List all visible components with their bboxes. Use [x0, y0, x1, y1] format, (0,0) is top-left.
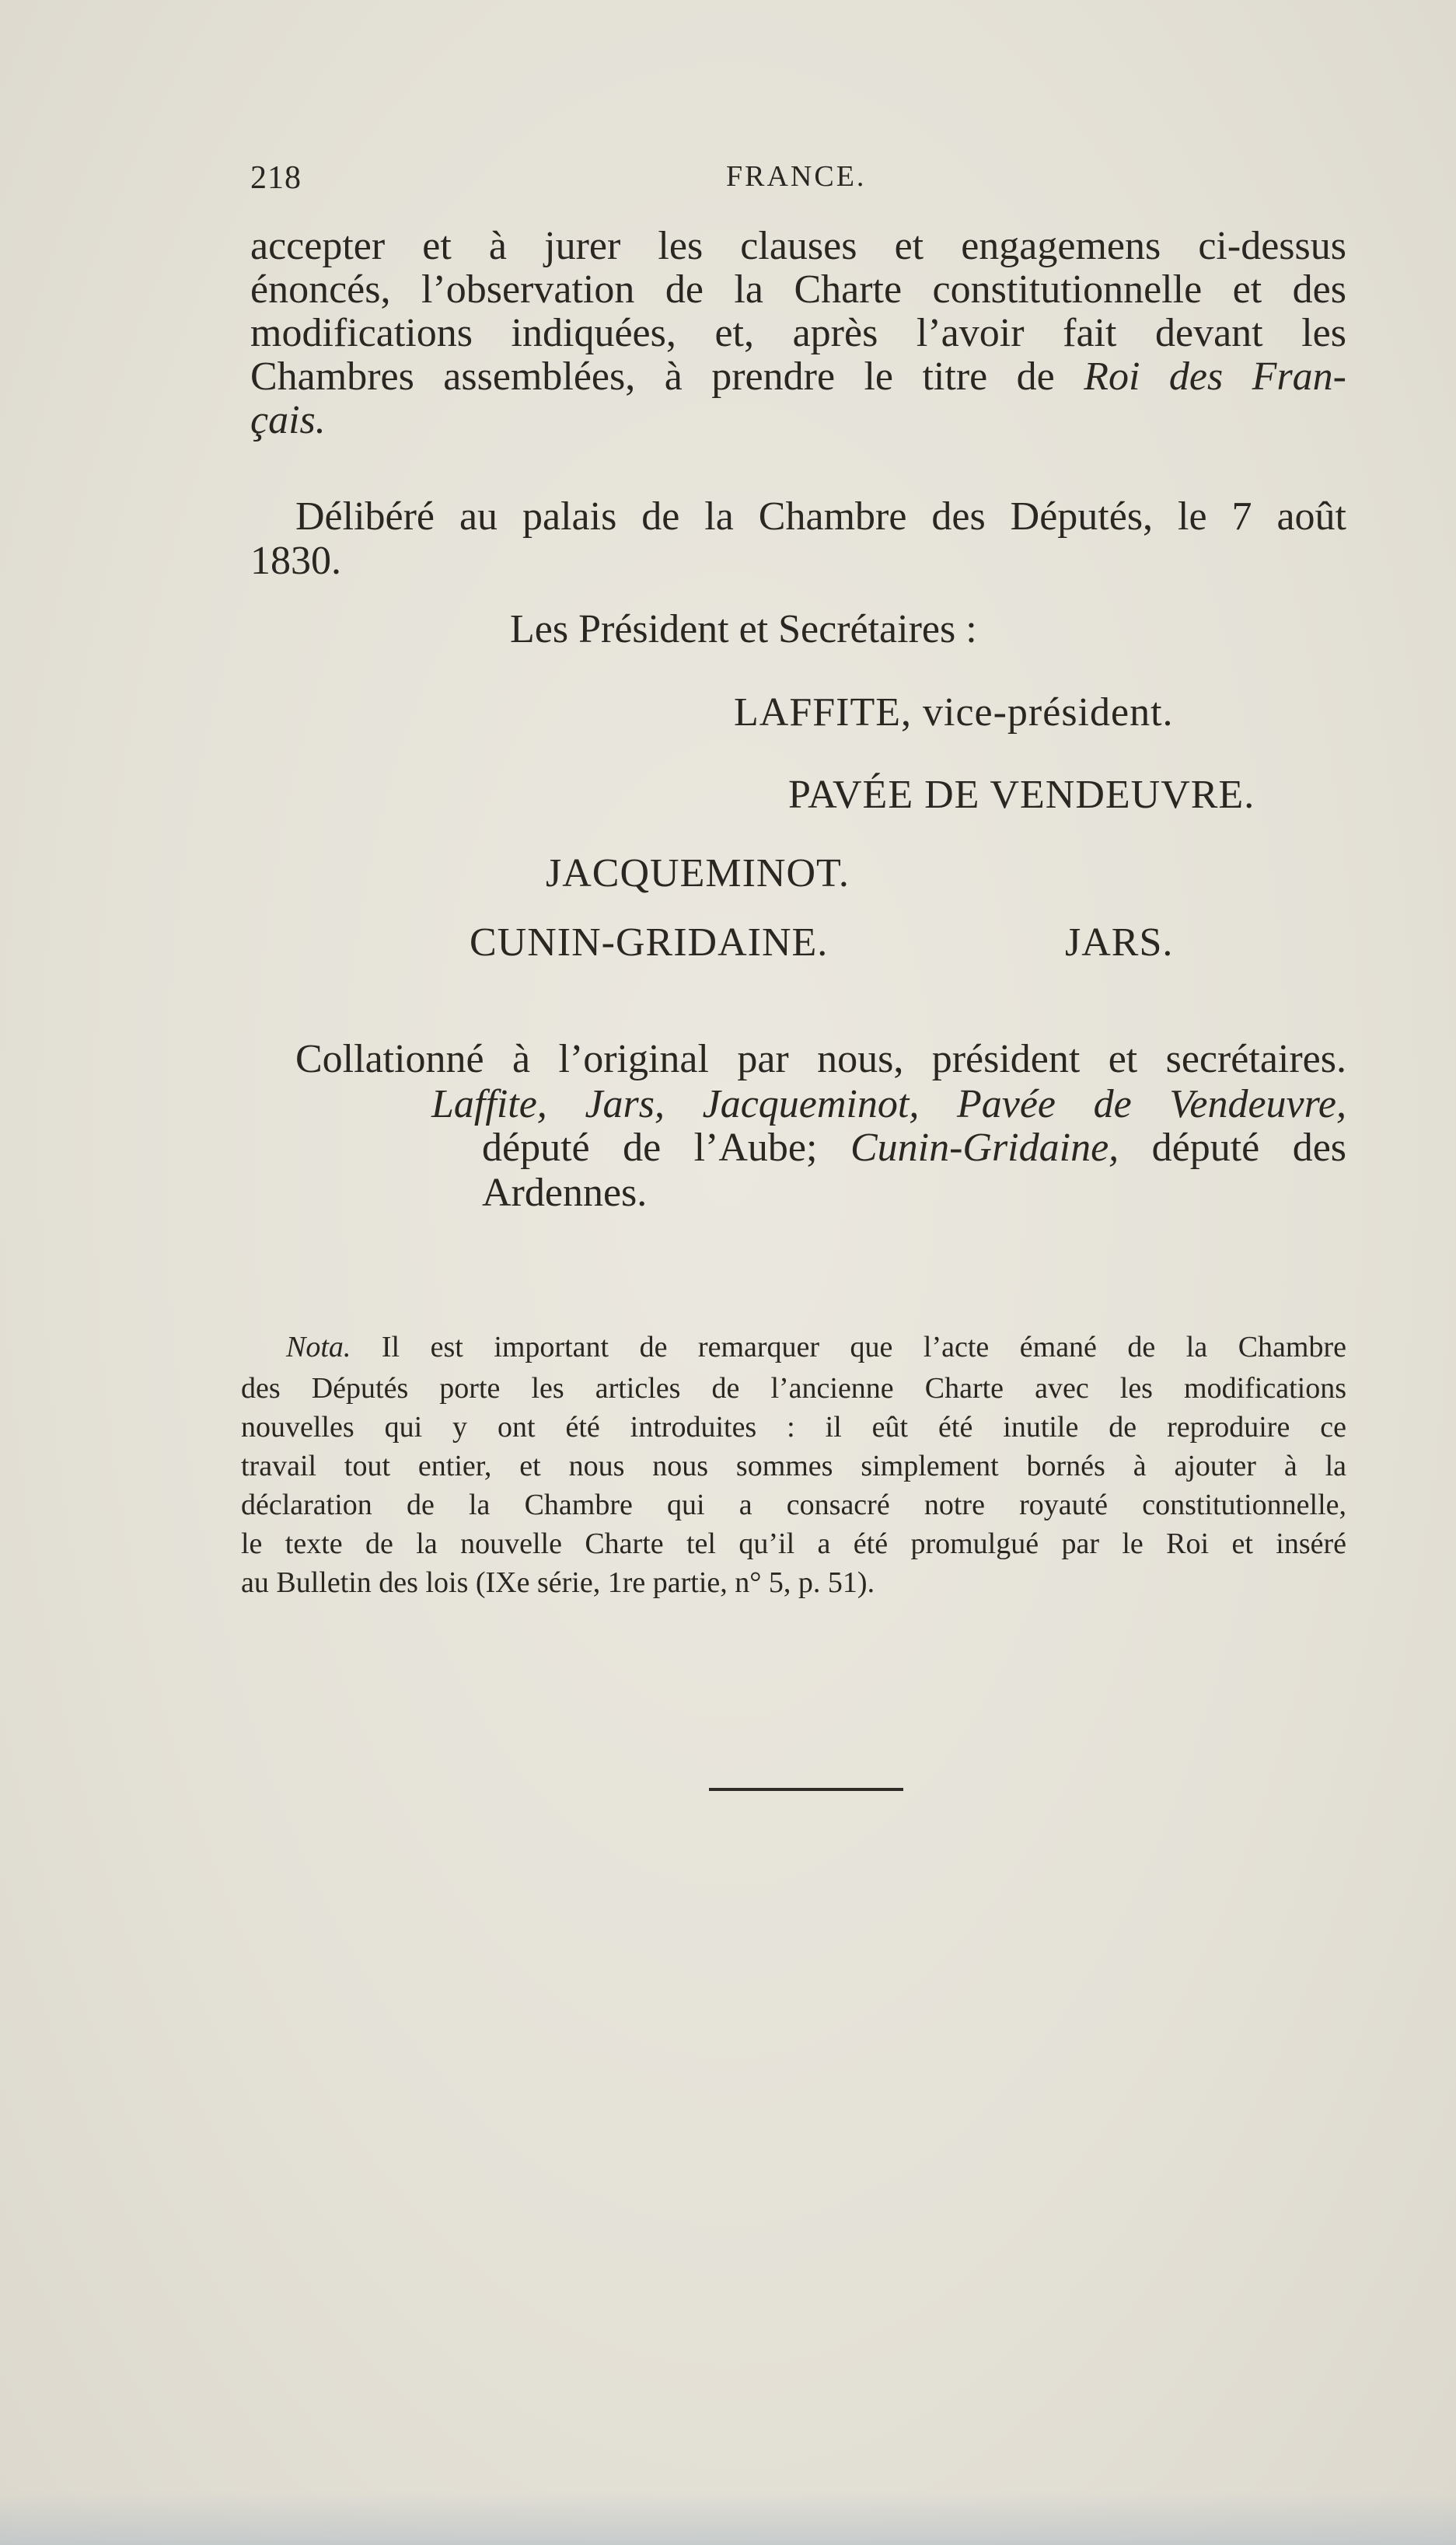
signature-cunin-gridaine: CUNIN-GRIDAINE. [470, 920, 829, 965]
text-line [431, 1081, 1346, 1128]
text-line: Ardennes. [482, 1171, 648, 1215]
note-line: nouvelles qui y ont été introduites : il eût été inutile de reproduire ce [241, 1411, 1346, 1444]
note-line: travail tout entier, et nous nous sommes simplement bornés à ajouter à la [241, 1450, 1346, 1482]
text-line: Délibéré au palais de la Chambre des Députés, le 7 août [295, 494, 1346, 539]
note-line: des Députés porte les articles de l’ancienne Charte avec les modifications [241, 1372, 1346, 1405]
signature-laffite: LAFFITE, vice-président. [734, 690, 1174, 735]
text-span: député des [1151, 1126, 1347, 1170]
end-rule [709, 1788, 903, 1791]
nota-label: Nota. [286, 1331, 351, 1363]
text-line: 1830. [250, 539, 341, 583]
text-line: modifications indiquées, et, après l’avoir fait devant les [250, 311, 1346, 355]
signature-jacqueminot: JACQUEMINOT. [546, 851, 850, 895]
text-line: accepter et à jurer les clauses et engagemens ci-dessus [250, 224, 1346, 268]
text-line: énoncés, l’observation de la Charte constitutionnelle et des [250, 267, 1346, 312]
signatures-heading: Les Président et Secrétaires : [510, 607, 977, 651]
signature-jars: JARS. [1065, 920, 1174, 965]
text-span: Chambres assemblées, à prendre le titre de [250, 354, 1055, 399]
page-edge-shadow [0, 2491, 1456, 2545]
italic-name-span: Cunin-Gridaine, [850, 1126, 1119, 1170]
note-line: au Bulletin des lois (IXe série, 1re partie, n° 5, p. 51). [241, 1566, 875, 1599]
italic-names-span: Laffite, Jars, Jacqueminot, Pavée de Vendeuvre, [431, 1082, 1346, 1126]
note-line: le texte de la nouvelle Charte tel qu’il a été promulgué par le Roi et inséré [241, 1527, 1346, 1560]
note-line: déclaration de la Chambre qui a consacré notre royauté constitutionnelle, [241, 1489, 1346, 1521]
text-line [250, 397, 326, 444]
text-span: député de l’Aube; [482, 1126, 818, 1170]
text-line [250, 354, 1346, 400]
note-line [286, 1329, 1346, 1365]
italic-title-span: çais. [250, 398, 326, 442]
text-line: Collationné à l’original par nous, président et secrétaires. [295, 1037, 1346, 1081]
text-line [482, 1125, 1346, 1171]
page-number: 218 [250, 160, 302, 196]
italic-title-span: Roi des Fran- [1084, 354, 1347, 399]
page-header [250, 159, 1346, 206]
running-head: FRANCE. [726, 160, 867, 193]
signature-pavee: PAVÉE DE VENDEUVRE. [788, 773, 1255, 817]
text-span: Il est important de remarquer que l’acte émané de la Chambre [381, 1331, 1346, 1363]
